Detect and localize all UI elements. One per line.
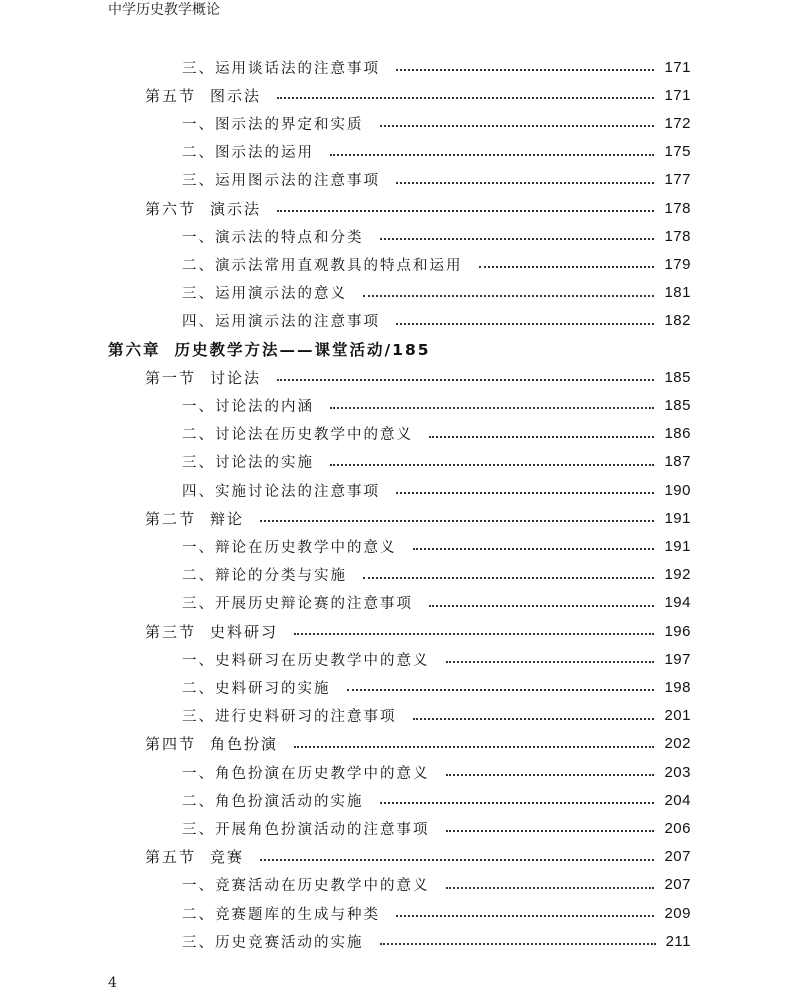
toc-entry-item: [182, 814, 691, 842]
toc-entry-number: 第五节: [145, 86, 197, 105]
toc-entry-title: 历史竞赛活动的实施: [215, 934, 364, 951]
toc-entry-title: 辩论的分类与实施: [215, 568, 347, 585]
toc-entry-page: 185: [664, 368, 691, 386]
toc-entry-title: 辩论在历史教学中的意义: [215, 539, 397, 556]
dot-leader: [413, 718, 655, 720]
toc-entry-number: 三、: [182, 821, 215, 838]
toc-entry-title: 史料研习: [210, 622, 279, 641]
toc-entry-number: 三、: [182, 709, 215, 726]
toc-entry-page: 178: [664, 227, 691, 245]
toc-entry-page: 171: [664, 58, 691, 76]
toc-entry-number: 一、: [182, 116, 215, 133]
toc-entry-item: [182, 758, 691, 786]
toc-entry-title: 角色扮演活动的实施: [215, 793, 364, 810]
toc-entry-page: 198: [664, 678, 691, 696]
toc-entry-page: 177: [664, 171, 691, 189]
toc-entry-page: 207: [664, 848, 691, 866]
dot-leader: [380, 943, 656, 945]
toc-entry-number: 第五节: [145, 848, 197, 867]
toc-entry-section: [145, 504, 691, 532]
toc-entry-number: 三、: [182, 596, 215, 613]
toc-entry-section: [145, 81, 691, 109]
toc-entry-number: 一、: [182, 398, 215, 415]
toc-entry-number: 第六节: [145, 199, 197, 218]
toc-entry-title: 讨论法的实施: [215, 455, 314, 472]
dot-leader: [277, 97, 654, 99]
toc-entry-number: 二、: [182, 257, 215, 274]
dot-leader: [396, 915, 654, 917]
toc-entry-item: [182, 448, 691, 476]
dot-leader: [413, 548, 655, 550]
toc-entry-item: [182, 645, 691, 673]
toc-entry-item: [182, 279, 691, 307]
toc-entry-title: 辩论: [210, 509, 245, 528]
dot-leader: [347, 689, 655, 691]
toc-entry-page: 190: [664, 481, 691, 499]
toc-entry-item: [182, 109, 691, 137]
toc-entry-page: 179: [664, 255, 691, 273]
toc-entry-item: [182, 871, 691, 899]
toc-entry-number: 一、: [182, 539, 215, 556]
toc-entry-number: 三、: [182, 455, 215, 472]
toc-entry-title: 历史教学方法——课堂活动/185: [174, 341, 431, 359]
toc-entry-title: 竞赛活动在历史教学中的意义: [215, 878, 430, 895]
toc-entry-number: 四、: [182, 483, 215, 500]
toc-entry-page: 203: [664, 763, 691, 781]
toc-entry-number: 二、: [182, 680, 215, 697]
toc-entry-item: [182, 927, 691, 955]
toc-entry-page: 185: [664, 396, 691, 414]
toc-entry-number: 第一节: [145, 368, 197, 387]
toc-entry-title: 运用谈话法的注意事项: [215, 60, 380, 77]
toc-entry-item: [182, 899, 691, 927]
toc-entry-title: 图示法: [210, 86, 262, 105]
dot-leader: [396, 182, 654, 184]
dot-leader: [446, 661, 655, 663]
toc-entry-item: [182, 307, 691, 335]
toc-entry-page: 191: [664, 509, 691, 527]
toc-entry-page: 186: [664, 425, 691, 443]
toc-entry-item: [182, 391, 691, 419]
toc-entry-page: 206: [664, 819, 691, 837]
toc-entry-page: 209: [664, 904, 691, 922]
toc-entry-section: [145, 617, 691, 645]
toc-entry-section: [145, 843, 691, 871]
toc-entry-title: 运用演示法的意义: [215, 286, 347, 303]
running-header: 中学历史教学概论: [108, 2, 220, 18]
toc-entry-section: [145, 194, 691, 222]
toc-entry-number: 二、: [182, 427, 215, 444]
toc-entry-number: 第六章: [108, 341, 161, 359]
dot-leader: [260, 520, 654, 522]
toc-entry-title: 史料研习在历史教学中的意义: [215, 652, 430, 669]
toc-entry-item: [182, 702, 691, 730]
toc-entry-title: 图示法的界定和实质: [215, 116, 364, 133]
toc-entry-number: 三、: [182, 934, 215, 951]
page-number: 4: [108, 975, 117, 991]
dot-leader: [277, 379, 654, 381]
toc-entry-title: 演示法常用直观教具的特点和运用: [215, 257, 463, 274]
toc-entry-page: 197: [664, 650, 691, 668]
toc-entry-number: 二、: [182, 793, 215, 810]
toc-entry-page: 181: [664, 284, 691, 302]
toc-entry-item: [182, 138, 691, 166]
dot-leader: [330, 407, 654, 409]
dot-leader: [363, 295, 654, 297]
toc-entry-page: 196: [664, 622, 691, 640]
toc-entry-item: [182, 420, 691, 448]
toc-entry-title: 角色扮演在历史教学中的意义: [215, 765, 430, 782]
toc-entry-page: 187: [664, 453, 691, 471]
toc-entry-page: 194: [664, 594, 691, 612]
toc-entry-number: 三、: [182, 286, 215, 303]
toc-entry-item: [182, 673, 691, 701]
toc-entry-number: 一、: [182, 765, 215, 782]
toc-entry-title: 讨论法在历史教学中的意义: [215, 427, 413, 444]
toc-entry-item: [182, 222, 691, 250]
dot-leader: [277, 210, 654, 212]
toc-entry-page: 175: [664, 143, 691, 161]
toc-entry-page: 211: [665, 932, 691, 950]
toc-entry-page: 178: [664, 199, 691, 217]
toc-entry-number: 一、: [182, 878, 215, 895]
toc-entry-item: [182, 166, 691, 194]
toc-entry-page: 172: [664, 114, 691, 132]
dot-leader: [429, 605, 654, 607]
dot-leader: [330, 464, 654, 466]
toc-entry-title: 运用演示法的注意事项: [215, 314, 380, 331]
dot-leader: [363, 577, 654, 579]
toc-entry-title: 演示法: [210, 199, 262, 218]
toc-entry-number: 二、: [182, 906, 215, 923]
toc-entry-chapter: [108, 335, 691, 363]
toc-entry-title: 竞赛题库的生成与种类: [215, 906, 380, 923]
dot-leader: [294, 633, 654, 635]
toc-entry-page: 201: [664, 707, 691, 725]
dot-leader: [396, 323, 654, 325]
dot-leader: [380, 238, 655, 240]
toc-entry-item: [182, 561, 691, 589]
toc-entry-page: 191: [664, 537, 691, 555]
toc-entry-page: 171: [664, 86, 691, 104]
toc-entry-number: 一、: [182, 229, 215, 246]
toc-entry-title: 图示法的运用: [215, 145, 314, 162]
toc-entry-number: 第四节: [145, 735, 197, 754]
toc-entry-number: 一、: [182, 652, 215, 669]
toc-entry-title: 讨论法的内涵: [215, 398, 314, 415]
dot-leader: [479, 266, 655, 268]
toc-entry-title: 演示法的特点和分类: [215, 229, 364, 246]
dot-leader: [396, 492, 654, 494]
toc-entry-title: 开展历史辩论赛的注意事项: [215, 596, 413, 613]
toc-entry-number: 三、: [182, 173, 215, 190]
toc-entry-title: 讨论法: [210, 368, 262, 387]
toc-entry-title: 开展角色扮演活动的注意事项: [215, 821, 430, 838]
dot-leader: [446, 774, 655, 776]
toc-entry-page: 204: [664, 791, 691, 809]
toc-entry-title: 运用图示法的注意事项: [215, 173, 380, 190]
dot-leader: [396, 69, 654, 71]
toc-entry-number: 二、: [182, 568, 215, 585]
dot-leader: [294, 746, 654, 748]
toc-entry-item: [182, 786, 691, 814]
toc-entry-title: 实施讨论法的注意事项: [215, 483, 380, 500]
dot-leader: [446, 830, 655, 832]
toc-entry-number: 第二节: [145, 509, 197, 528]
toc-entry-page: 202: [664, 735, 691, 753]
toc-entry-title: 角色扮演: [210, 735, 279, 754]
toc-entry-item: [182, 476, 691, 504]
toc-entry-page: 192: [664, 566, 691, 584]
toc-entry-title: 史料研习的实施: [215, 680, 331, 697]
toc-entry-title: 进行史料研习的注意事项: [215, 709, 397, 726]
toc-entry-section: [145, 730, 691, 758]
dot-leader: [330, 154, 654, 156]
toc-entry-page: 182: [664, 312, 691, 330]
dot-leader: [380, 802, 655, 804]
toc-entry-item: [182, 532, 691, 560]
dot-leader: [380, 125, 655, 127]
toc-entry-page: 207: [664, 876, 691, 894]
toc-entry-number: 二、: [182, 145, 215, 162]
toc-entry-section: [145, 363, 691, 391]
toc-entry-item: [182, 589, 691, 617]
toc-entry-number: 三、: [182, 60, 215, 77]
toc-entry-title: 竞赛: [210, 848, 245, 867]
toc-entry-item: [182, 250, 691, 278]
toc-entry-number: 第三节: [145, 622, 197, 641]
dot-leader: [260, 859, 654, 861]
toc-entry-item: [182, 53, 691, 81]
dot-leader: [429, 436, 654, 438]
dot-leader: [446, 887, 655, 889]
toc-entry-number: 四、: [182, 314, 215, 331]
